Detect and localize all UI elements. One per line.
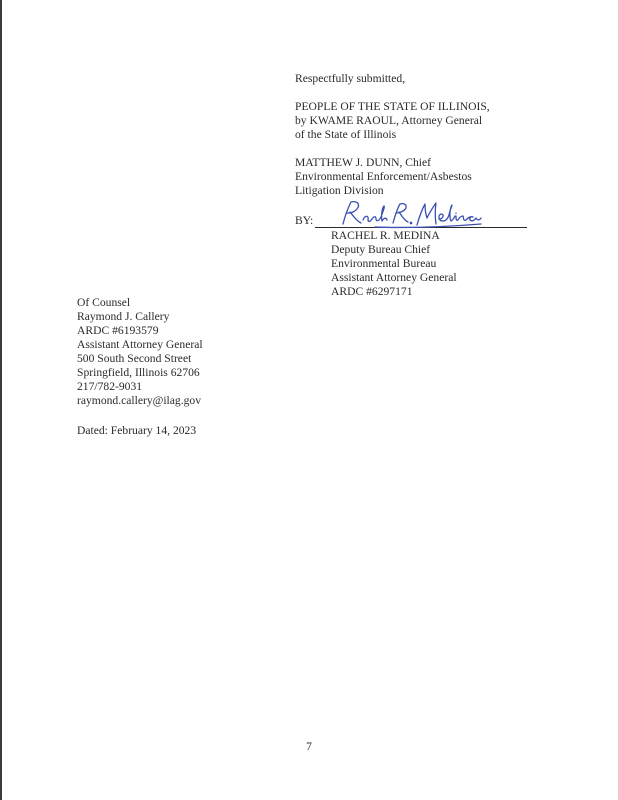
division-line-1: MATTHEW J. DUNN, Chief [295,156,431,169]
closing-text: Respectfully submitted, [295,72,406,85]
signer-title-2: Environmental Bureau [331,257,437,270]
counsel-phone: 217/782-9031 [77,380,143,393]
party-line-3: of the State of Illinois [295,128,397,141]
counsel-name: Raymond J. Callery [77,310,170,323]
scan-edge [0,0,2,800]
by-label: BY: [295,214,314,227]
counsel-title: Assistant Attorney General [77,338,203,351]
signature-row [295,208,527,230]
counsel-city: Springfield, Illinois 62706 [77,366,200,379]
signer-title-1: Deputy Bureau Chief [331,243,431,256]
counsel-street: 500 South Second Street [77,352,192,365]
dated-line: Dated: February 14, 2023 [77,424,197,437]
division-line-2: Environmental Enforcement/Asbestos [295,170,472,183]
handwritten-signature-icon [335,198,485,232]
counsel-heading: Of Counsel [77,296,131,309]
signer-title-3: Assistant Attorney General [331,271,457,284]
counsel-ardc: ARDC #6193579 [77,324,159,337]
page-number: 7 [306,740,312,753]
party-line-2: by KWAME RAOUL, Attorney General [295,114,483,127]
signer-name: RACHEL R. MEDINA [331,229,440,242]
counsel-email: raymond.callery@ilag.gov [77,394,201,407]
division-line-3: Litigation Division [295,184,384,197]
party-line-1: PEOPLE OF THE STATE OF ILLINOIS, [295,100,490,113]
signer-ardc: ARDC #6297171 [331,285,413,298]
